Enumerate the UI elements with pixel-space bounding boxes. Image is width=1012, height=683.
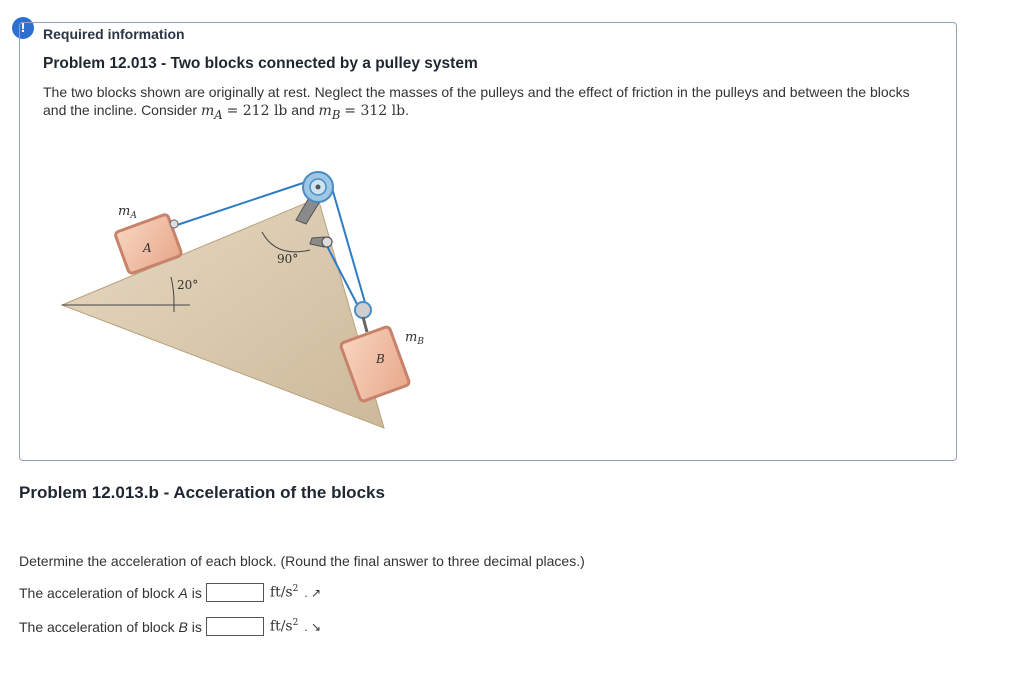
desc-text: The two blocks shown are originally at rest. Neglect the masses of the pulleys and the effect of friction in the pulleys and between the blocks and the incline. Consider <box>43 84 910 118</box>
incline-wedge <box>62 198 384 428</box>
direction-up-right-icon: . ↗ <box>304 585 322 600</box>
acceleration-a-input[interactable] <box>206 583 264 602</box>
angle-20-label: 20° <box>177 278 199 292</box>
and-text: and <box>291 102 315 118</box>
part-b-title: Problem 12.013.b - Acceleration of the blocks <box>19 483 385 502</box>
unit-a: $ft/s^2$ <box>269 584 299 601</box>
row-b-block: B <box>178 618 188 635</box>
instructions: Determine the acceleration of each block. (Round the final answer to three decimal places.) <box>19 553 585 569</box>
label-ma: $m_A$ <box>118 204 137 221</box>
mb-symbol: m <box>318 103 332 119</box>
exclamation-icon: ! <box>12 17 34 39</box>
ma-symbol: m <box>201 103 215 119</box>
row-a-block: A <box>178 584 188 601</box>
row-b-prefix: The acceleration of block <box>19 618 175 635</box>
unit-b: $ft/s^2$ <box>269 618 299 635</box>
problem-description <box>43 83 913 124</box>
problem-title: Problem 12.013 - Two blocks connected by a pulley system <box>43 55 478 72</box>
acceleration-b-input[interactable] <box>206 617 264 636</box>
row-b-suffix: is <box>191 618 202 635</box>
pulley-diagram <box>40 150 440 440</box>
angle-90-label: 90° <box>277 252 299 266</box>
row-a-prefix: The acceleration of block <box>19 584 175 601</box>
desc-period: . <box>405 102 409 118</box>
anchor-pin <box>322 237 332 247</box>
mb-value: = 312 lb <box>344 103 406 119</box>
block-a-label: A <box>143 241 152 255</box>
required-info-heading: Required information <box>43 26 185 42</box>
answer-row-block-b <box>19 617 321 636</box>
direction-down-right-icon: . ↘ <box>304 619 322 634</box>
row-a-suffix: is <box>191 584 202 601</box>
ma-sub: A <box>214 107 223 122</box>
block-b-label: B <box>376 352 385 366</box>
label-mb: $m_B$ <box>405 330 424 347</box>
answer-row-block-a <box>19 583 321 602</box>
block-b-pulley <box>355 302 371 318</box>
ma-value: = 212 lb <box>226 103 288 119</box>
mb-sub: B <box>331 107 341 122</box>
